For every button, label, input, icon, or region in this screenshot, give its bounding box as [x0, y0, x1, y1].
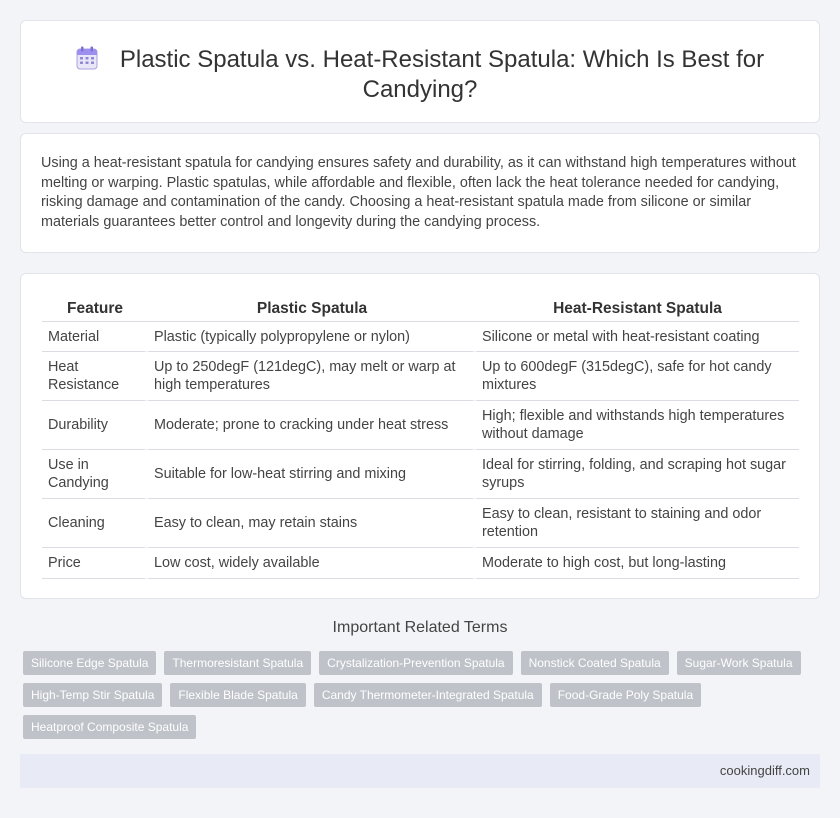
- heat-resistant-cell: High; flexible and withstands high temperatures without damage: [476, 401, 799, 450]
- plastic-cell: Low cost, widely available: [148, 548, 476, 579]
- feature-cell: Use in Candying: [42, 450, 148, 499]
- related-term-tag[interactable]: Thermoresistant Spatula: [164, 651, 311, 675]
- related-terms-heading: Important Related Terms: [332, 619, 508, 636]
- plastic-cell: Up to 250degF (121degC), may melt or warp at high temperatures: [148, 352, 476, 401]
- summary-card: [20, 133, 820, 253]
- table-row: [42, 548, 799, 579]
- feature-cell: Material: [42, 322, 148, 352]
- table-row: [42, 401, 799, 450]
- table-row: [42, 450, 799, 499]
- heat-resistant-cell: Ideal for stirring, folding, and scraping hot sugar syrups: [476, 450, 799, 499]
- feature-cell: Durability: [42, 401, 148, 450]
- plastic-cell: Easy to clean, may retain stains: [148, 499, 476, 548]
- table-header-row: [42, 292, 799, 322]
- related-term-tag[interactable]: Food-Grade Poly Spatula: [550, 683, 701, 707]
- related-term-tag[interactable]: Crystalization-Prevention Spatula: [319, 651, 512, 675]
- table-row: [42, 322, 799, 352]
- calendar-icon: [76, 46, 98, 70]
- table-row: [42, 499, 799, 548]
- related-term-tag[interactable]: Nonstick Coated Spatula: [521, 651, 669, 675]
- heat-resistant-cell: Up to 600degF (315degC), safe for hot candy mixtures: [476, 352, 799, 401]
- feature-cell: Cleaning: [42, 499, 148, 548]
- title-card: [20, 20, 820, 123]
- table-row: [42, 352, 799, 401]
- plastic-cell: Moderate; prone to cracking under heat stress: [148, 401, 476, 450]
- summary-text: Using a heat-resistant spatula for candying ensures safety and durability, as it can withstand high temperatures without melting or warping. Plastic spatulas, while affordable and flexible, often lack the heat tolerance needed for candying, risking damage and contamination of the candy. Choosing a heat-resistant spatula made from silicone or similar materials guarantees better control and longevity during the candying process.: [41, 155, 796, 230]
- plastic-cell: Suitable for low-heat stirring and mixing: [148, 450, 476, 499]
- plastic-cell: Plastic (typically polypropylene or nylon): [148, 322, 476, 352]
- heat-resistant-cell: Easy to clean, resistant to staining and odor retention: [476, 499, 799, 548]
- related-term-tag[interactable]: Silicone Edge Spatula: [23, 651, 156, 675]
- related-term-tag[interactable]: Flexible Blade Spatula: [170, 683, 305, 707]
- header-heat-resistant-spatula: Heat-Resistant Spatula: [476, 292, 799, 322]
- site-credit[interactable]: cookingdiff.com: [719, 763, 810, 778]
- related-term-tag[interactable]: Sugar-Work Spatula: [677, 651, 801, 675]
- header-feature: Feature: [42, 292, 148, 322]
- feature-cell: Price: [42, 548, 148, 579]
- heat-resistant-cell: Silicone or metal with heat-resistant coating: [476, 322, 799, 352]
- comparison-card: [20, 273, 820, 599]
- related-term-tag[interactable]: High-Temp Stir Spatula: [23, 683, 162, 707]
- page-title: Plastic Spatula vs. Heat-Resistant Spatula: Which Is Best for Candying?: [119, 46, 765, 103]
- footer: [20, 754, 820, 788]
- related-term-tag[interactable]: Heatproof Composite Spatula: [23, 715, 196, 739]
- heat-resistant-cell: Moderate to high cost, but long-lasting: [476, 548, 799, 579]
- related-term-tag[interactable]: Candy Thermometer-Integrated Spatula: [314, 683, 542, 707]
- comparison-table: [42, 292, 799, 579]
- feature-cell: Heat Resistance: [42, 352, 148, 401]
- header-plastic-spatula: Plastic Spatula: [148, 292, 476, 322]
- related-terms-list: [23, 651, 803, 739]
